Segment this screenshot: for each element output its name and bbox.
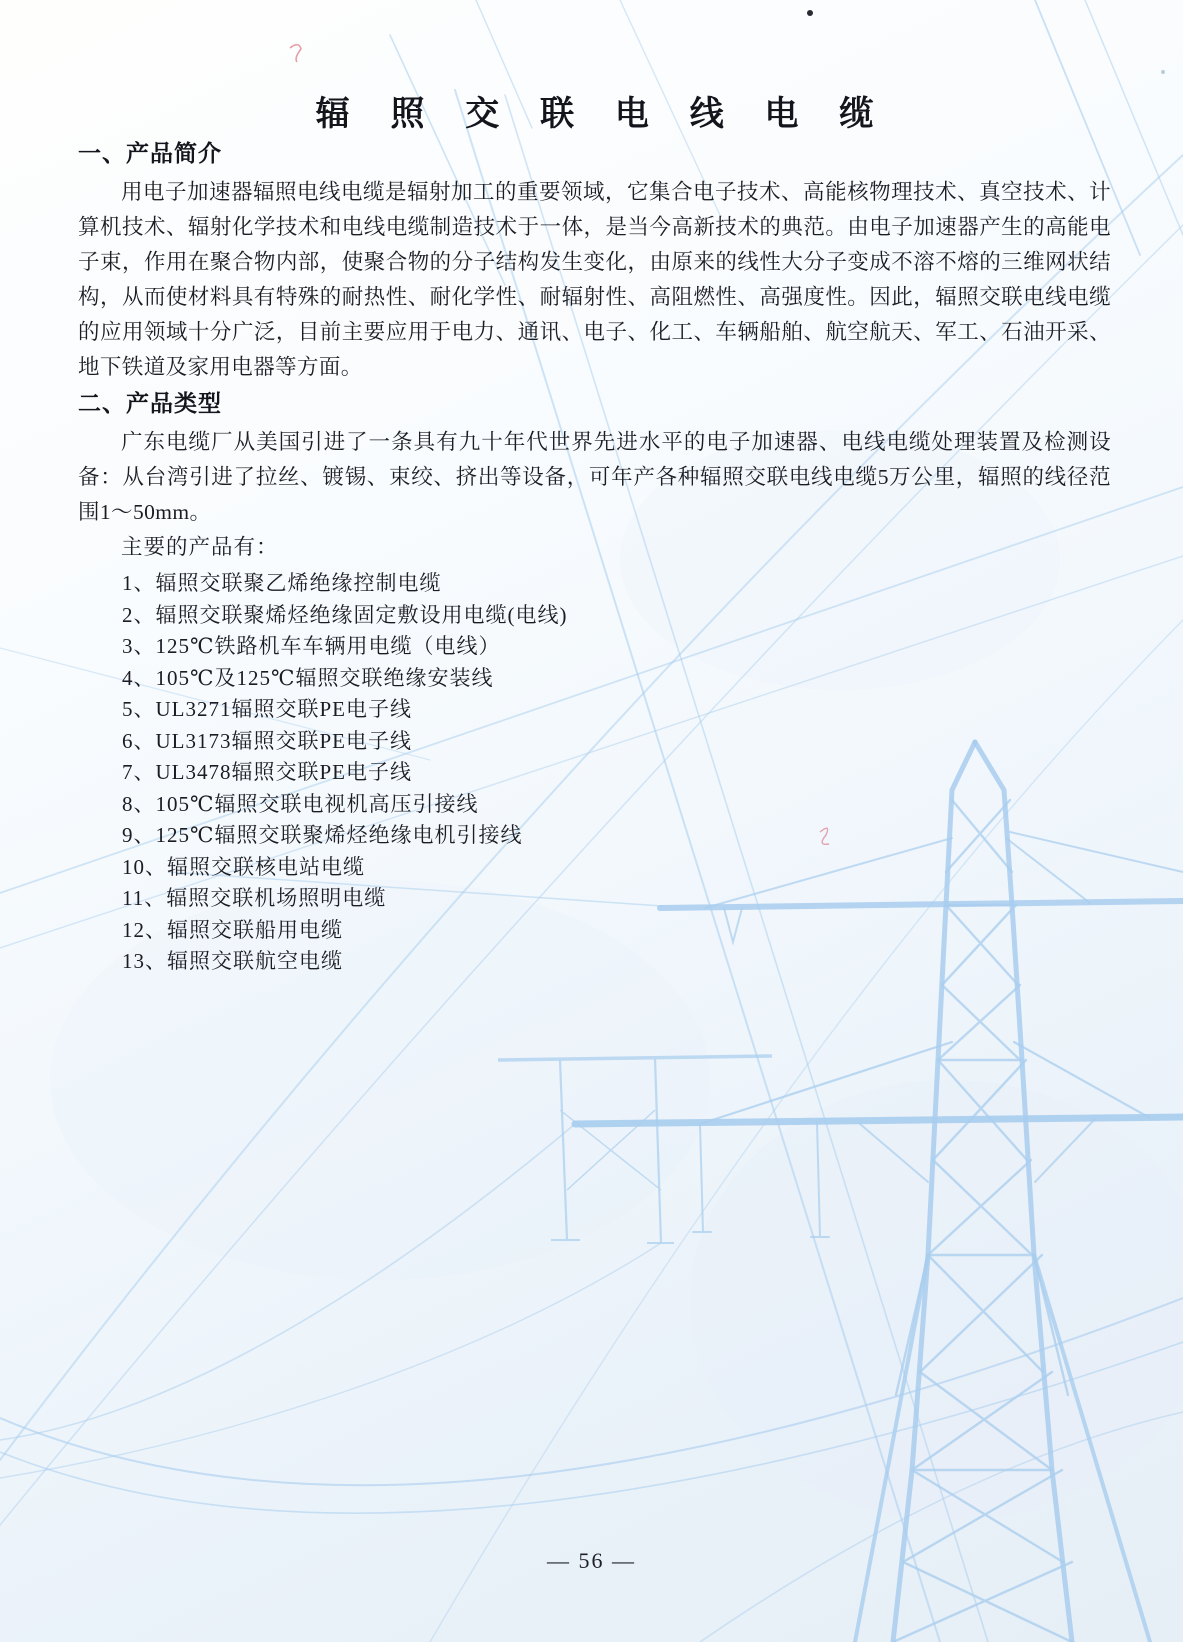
product-item-4: 4、105℃及125℃辐照交联绝缘安装线: [122, 665, 494, 690]
section-2-paragraph: 广东电缆厂从美国引进了一条具有九十年代世界先进水平的电子加速器、电线电缆处理装置及检测设备：从台湾引进了拉丝、镀锡、束绞、挤出等设备，可年产各种辐照交联电线电缆5万公里，辐照的线径范围1～50mm。: [78, 430, 1111, 524]
product-item-11: 11、辐照交联机场照明电缆: [122, 886, 387, 910]
section-1-heading: 一、产品简介: [78, 140, 222, 166]
product-item-6: 6、UL3173辐照交联PE电子线: [122, 728, 412, 753]
product-item-10: 10、辐照交联核电站电缆: [122, 854, 365, 879]
product-item-1: 1、辐照交联聚乙烯绝缘控制电缆: [122, 571, 442, 595]
products-lead-in: 主要的产品有：: [121, 535, 279, 559]
page-title: [95, 86, 1111, 135]
product-item-5: 5、UL3271辐照交联PE电子线: [122, 697, 412, 721]
section-product-types: [78, 385, 1111, 978]
product-item-8: 8、105℃辐照交联电视机高压引接线: [122, 791, 479, 816]
product-list: [78, 568, 1111, 978]
section-product-intro: [78, 135, 1111, 385]
page-number-text: — 56 —: [547, 1548, 636, 1573]
section-2-heading: 二、产品类型: [78, 390, 222, 416]
product-item-2: 2、辐照交联聚烯烃绝缘固定敷设用电缆(电线): [122, 602, 568, 627]
product-item-9: 9、125℃辐照交联聚烯烃绝缘电机引接线: [122, 823, 523, 847]
page-content: [78, 0, 1111, 978]
section-1-paragraph: 用电子加速器辐照电线电缆是辐射加工的重要领域，它集合电子技术、高能核物理技术、真空技术、计算机技术、辐射化学技术和电线电缆制造技术于一体，是当今高新技术的典范。由电子加速器产生的高能电子束，作用在聚合物内部，使聚合物的分子结构发生变化，由原来的线性大分子变成不溶不熔的三维网状结构，从而使材料具有特殊的耐热性、耐化学性、耐辐射性、高阻燃性、高强度性。因此，辐照交联电线电缆的应用领域十分广泛，目前主要应用于电力、通讯、电子、化工、车辆船舶、航空航天、军工、石油开采、地下铁道及家用电器等方面。: [78, 180, 1111, 379]
product-item-3: 3、125℃铁路机车车辆用电缆（电线）: [122, 634, 501, 658]
product-item-7: 7、UL3478辐照交联PE电子线: [122, 760, 412, 784]
product-item-12: 12、辐照交联船用电缆: [122, 917, 343, 942]
product-item-13: 13、辐照交联航空电缆: [122, 949, 343, 973]
page-title-text: 辐 照 交 联 电 线 电 缆: [315, 95, 891, 133]
page-number: [0, 1548, 1183, 1574]
